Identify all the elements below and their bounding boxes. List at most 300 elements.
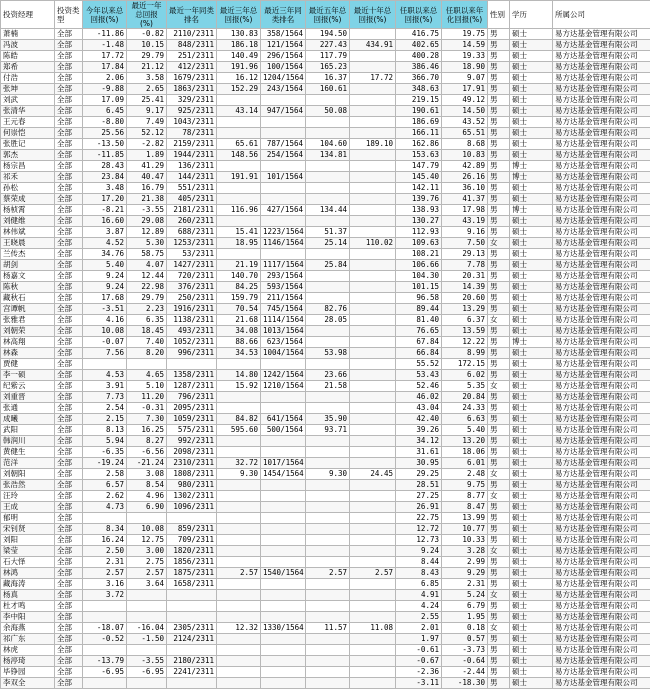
- table-cell[interactable]: 165.23: [306, 62, 350, 73]
- table-row[interactable]: [1, 29, 650, 40]
- table-cell[interactable]: 551/2311: [167, 183, 217, 194]
- table-cell[interactable]: 55.52: [396, 359, 442, 370]
- table-cell[interactable]: 10.33: [442, 535, 488, 546]
- table-cell[interactable]: 易方达基金管理有限公司: [553, 656, 650, 667]
- table-cell[interactable]: 全部: [55, 62, 83, 73]
- table-cell[interactable]: 153.63: [396, 150, 442, 161]
- table-cell[interactable]: 杜才鸣: [1, 601, 55, 612]
- table-cell[interactable]: [261, 117, 306, 128]
- table-cell[interactable]: 106.66: [396, 260, 442, 271]
- table-cell[interactable]: 24.45: [350, 469, 396, 480]
- table-cell[interactable]: 219.15: [396, 95, 442, 106]
- table-cell[interactable]: 6.35: [127, 315, 167, 326]
- table-cell[interactable]: 26.91: [396, 502, 442, 513]
- table-cell[interactable]: 全部: [55, 183, 83, 194]
- table-cell[interactable]: 易方达基金管理有限公司: [553, 667, 650, 678]
- table-cell[interactable]: [350, 128, 396, 139]
- table-cell[interactable]: 硕士: [510, 557, 553, 568]
- table-cell[interactable]: 刘武: [1, 95, 55, 106]
- table-cell[interactable]: -11.85: [83, 150, 127, 161]
- column-header[interactable]: 学历: [510, 1, 553, 29]
- table-cell[interactable]: 16.25: [127, 425, 167, 436]
- table-cell[interactable]: [350, 205, 396, 216]
- table-cell[interactable]: 26.16: [442, 172, 488, 183]
- table-cell[interactable]: 男: [488, 392, 510, 403]
- table-cell[interactable]: 易方达基金管理有限公司: [553, 249, 650, 260]
- table-cell[interactable]: 14.59: [442, 40, 488, 51]
- table-cell[interactable]: 全部: [55, 216, 83, 227]
- table-row[interactable]: [1, 590, 650, 601]
- table-cell[interactable]: 2.01: [396, 623, 442, 634]
- table-cell[interactable]: [306, 667, 350, 678]
- column-header[interactable]: 任职以来总回报(%): [396, 1, 442, 29]
- table-cell[interactable]: 2241/2311: [167, 667, 217, 678]
- table-cell[interactable]: [83, 678, 127, 689]
- table-cell[interactable]: 林虎: [1, 645, 55, 656]
- table-cell[interactable]: 2.31: [442, 579, 488, 590]
- table-cell[interactable]: [261, 667, 306, 678]
- table-cell[interactable]: 9.24: [83, 271, 127, 282]
- table-cell[interactable]: 36.10: [442, 183, 488, 194]
- table-cell[interactable]: 韩润川: [1, 436, 55, 447]
- table-cell[interactable]: [350, 260, 396, 271]
- table-cell[interactable]: 7.73: [83, 392, 127, 403]
- table-cell[interactable]: 6.63: [442, 414, 488, 425]
- table-cell[interactable]: 18.90: [442, 62, 488, 73]
- table-cell[interactable]: 全部: [55, 293, 83, 304]
- table-cell[interactable]: 2095/2311: [167, 403, 217, 414]
- table-cell[interactable]: 男: [488, 568, 510, 579]
- table-cell[interactable]: 17.72: [350, 73, 396, 84]
- table-cell[interactable]: [350, 348, 396, 359]
- table-cell[interactable]: 男: [488, 645, 510, 656]
- table-cell[interactable]: [350, 667, 396, 678]
- table-row[interactable]: [1, 612, 650, 623]
- table-cell[interactable]: 女: [488, 238, 510, 249]
- table-cell[interactable]: 全部: [55, 414, 83, 425]
- table-cell[interactable]: 男: [488, 51, 510, 62]
- table-cell[interactable]: 53.43: [396, 370, 442, 381]
- table-cell[interactable]: [350, 183, 396, 194]
- table-cell[interactable]: 王晓晨: [1, 238, 55, 249]
- column-header[interactable]: 最近三年总回报(%): [217, 1, 261, 29]
- table-cell[interactable]: 2181/2311: [167, 205, 217, 216]
- table-cell[interactable]: -6.56: [127, 447, 167, 458]
- table-cell[interactable]: 12.89: [127, 227, 167, 238]
- table-cell[interactable]: 162.86: [396, 139, 442, 150]
- table-row[interactable]: [1, 491, 650, 502]
- table-cell[interactable]: 易方达基金管理有限公司: [553, 557, 650, 568]
- table-cell[interactable]: 全部: [55, 282, 83, 293]
- table-cell[interactable]: [127, 513, 167, 524]
- table-cell[interactable]: 108.21: [396, 249, 442, 260]
- table-cell[interactable]: 1013/1564: [261, 326, 306, 337]
- table-cell[interactable]: [350, 480, 396, 491]
- table-cell[interactable]: 3.08: [127, 469, 167, 480]
- table-cell[interactable]: [306, 656, 350, 667]
- table-cell[interactable]: 硕士: [510, 513, 553, 524]
- table-cell[interactable]: [217, 480, 261, 491]
- table-cell[interactable]: [217, 436, 261, 447]
- table-cell[interactable]: 7.40: [127, 337, 167, 348]
- table-cell[interactable]: 蔡荣成: [1, 194, 55, 205]
- table-cell[interactable]: 117.79: [306, 51, 350, 62]
- table-cell[interactable]: 全部: [55, 205, 83, 216]
- table-cell[interactable]: 67.84: [396, 337, 442, 348]
- table-cell[interactable]: 3.48: [83, 183, 127, 194]
- table-cell[interactable]: 40.47: [127, 172, 167, 183]
- table-row[interactable]: [1, 513, 650, 524]
- table-cell[interactable]: [350, 304, 396, 315]
- table-cell[interactable]: [217, 546, 261, 557]
- table-cell[interactable]: 84.82: [217, 414, 261, 425]
- table-row[interactable]: [1, 348, 650, 359]
- table-cell[interactable]: 8.99: [442, 348, 488, 359]
- table-row[interactable]: [1, 436, 650, 447]
- table-cell[interactable]: 全部: [55, 95, 83, 106]
- table-cell[interactable]: [217, 128, 261, 139]
- table-cell[interactable]: 9.30: [217, 469, 261, 480]
- table-cell[interactable]: [350, 579, 396, 590]
- table-cell[interactable]: [350, 601, 396, 612]
- table-cell[interactable]: 2.54: [83, 403, 127, 414]
- table-cell[interactable]: 2.57: [83, 568, 127, 579]
- table-row[interactable]: [1, 601, 650, 612]
- table-cell[interactable]: 96.58: [396, 293, 442, 304]
- table-cell[interactable]: -18.30: [442, 678, 488, 689]
- table-cell[interactable]: 688/2311: [167, 227, 217, 238]
- table-cell[interactable]: 男: [488, 271, 510, 282]
- table-cell[interactable]: 男: [488, 282, 510, 293]
- table-cell[interactable]: 593/1564: [261, 282, 306, 293]
- table-cell[interactable]: [306, 436, 350, 447]
- table-cell[interactable]: 25.84: [306, 260, 350, 271]
- table-cell[interactable]: 全部: [55, 667, 83, 678]
- table-cell[interactable]: 男: [488, 557, 510, 568]
- table-cell[interactable]: 男: [488, 293, 510, 304]
- table-cell[interactable]: 358/1564: [261, 29, 306, 40]
- table-cell[interactable]: 男: [488, 414, 510, 425]
- table-row[interactable]: [1, 161, 650, 172]
- table-cell[interactable]: 硕士: [510, 150, 553, 161]
- table-cell[interactable]: 251/2311: [167, 51, 217, 62]
- table-cell[interactable]: 硕士: [510, 40, 553, 51]
- table-cell[interactable]: 易方达基金管理有限公司: [553, 304, 650, 315]
- table-cell[interactable]: 16.12: [217, 73, 261, 84]
- table-cell[interactable]: 全部: [55, 678, 83, 689]
- table-cell[interactable]: 1043/2311: [167, 117, 217, 128]
- table-cell[interactable]: [350, 458, 396, 469]
- table-cell[interactable]: 5.35: [442, 381, 488, 392]
- table-cell[interactable]: [306, 678, 350, 689]
- table-cell[interactable]: 412/2311: [167, 62, 217, 73]
- table-cell[interactable]: 兰传杰: [1, 249, 55, 260]
- table-cell[interactable]: 641/1564: [261, 414, 306, 425]
- table-cell[interactable]: 22.98: [127, 282, 167, 293]
- table-cell[interactable]: 全部: [55, 348, 83, 359]
- table-cell[interactable]: 21.68: [217, 315, 261, 326]
- table-cell[interactable]: [217, 183, 261, 194]
- table-cell[interactable]: 34.12: [396, 436, 442, 447]
- table-cell[interactable]: -0.82: [127, 29, 167, 40]
- table-cell[interactable]: 易方达基金管理有限公司: [553, 502, 650, 513]
- table-cell[interactable]: 416.75: [396, 29, 442, 40]
- table-cell[interactable]: 1138/2311: [167, 315, 217, 326]
- table-cell[interactable]: 4.96: [127, 491, 167, 502]
- table-cell[interactable]: 42.89: [442, 161, 488, 172]
- table-cell[interactable]: 254/1564: [261, 150, 306, 161]
- table-cell[interactable]: 12.32: [217, 623, 261, 634]
- table-cell[interactable]: 冯波: [1, 40, 55, 51]
- table-cell[interactable]: 范洋: [1, 458, 55, 469]
- table-cell[interactable]: 41.37: [442, 194, 488, 205]
- table-cell[interactable]: 109.63: [396, 238, 442, 249]
- table-cell[interactable]: [217, 447, 261, 458]
- table-cell[interactable]: 78/2311: [167, 128, 217, 139]
- table-cell[interactable]: [350, 282, 396, 293]
- table-cell[interactable]: [261, 535, 306, 546]
- table-cell[interactable]: 男: [488, 106, 510, 117]
- table-cell[interactable]: 易方达基金管理有限公司: [553, 678, 650, 689]
- table-cell[interactable]: -2.82: [127, 139, 167, 150]
- table-cell[interactable]: 140.49: [217, 51, 261, 62]
- table-cell[interactable]: 130.83: [217, 29, 261, 40]
- table-cell[interactable]: 男: [488, 579, 510, 590]
- table-row[interactable]: [1, 557, 650, 568]
- table-cell[interactable]: [306, 403, 350, 414]
- table-cell[interactable]: 硕士: [510, 73, 553, 84]
- table-cell[interactable]: 112.93: [396, 227, 442, 238]
- table-cell[interactable]: [350, 216, 396, 227]
- table-cell[interactable]: [217, 590, 261, 601]
- table-cell[interactable]: -9.88: [83, 84, 127, 95]
- table-cell[interactable]: 全部: [55, 447, 83, 458]
- table-cell[interactable]: [261, 491, 306, 502]
- table-cell[interactable]: [350, 502, 396, 513]
- table-cell[interactable]: 全部: [55, 117, 83, 128]
- table-cell[interactable]: 张清华: [1, 106, 55, 117]
- table-cell[interactable]: 9.16: [442, 227, 488, 238]
- table-cell[interactable]: 硕士: [510, 381, 553, 392]
- table-row[interactable]: [1, 623, 650, 634]
- table-cell[interactable]: 易方达基金管理有限公司: [553, 227, 650, 238]
- table-cell[interactable]: [350, 425, 396, 436]
- table-cell[interactable]: 男: [488, 513, 510, 524]
- table-row[interactable]: [1, 205, 650, 216]
- table-cell[interactable]: 2.06: [83, 73, 127, 84]
- table-cell[interactable]: 男: [488, 139, 510, 150]
- table-cell[interactable]: 全部: [55, 271, 83, 282]
- table-cell[interactable]: 189.10: [350, 139, 396, 150]
- table-cell[interactable]: 男: [488, 326, 510, 337]
- table-cell[interactable]: [306, 557, 350, 568]
- column-header[interactable]: 任职以来年化回报(%): [442, 1, 488, 29]
- table-cell[interactable]: [306, 392, 350, 403]
- table-cell[interactable]: 胡剑: [1, 260, 55, 271]
- table-cell[interactable]: 1146/1564: [261, 238, 306, 249]
- table-cell[interactable]: 243/1564: [261, 84, 306, 95]
- table-row[interactable]: [1, 238, 650, 249]
- table-cell[interactable]: 43.04: [396, 403, 442, 414]
- table-cell[interactable]: 李中阳: [1, 612, 55, 623]
- table-cell[interactable]: 男: [488, 348, 510, 359]
- table-cell[interactable]: 2180/2311: [167, 656, 217, 667]
- table-row[interactable]: [1, 656, 650, 667]
- table-cell[interactable]: 男: [488, 260, 510, 271]
- table-cell[interactable]: [261, 546, 306, 557]
- table-cell[interactable]: 8.47: [442, 502, 488, 513]
- table-cell[interactable]: 35.90: [306, 414, 350, 425]
- table-cell[interactable]: -16.04: [127, 623, 167, 634]
- table-cell[interactable]: 13.29: [442, 304, 488, 315]
- table-cell[interactable]: 2124/2311: [167, 634, 217, 645]
- table-cell[interactable]: 23.84: [83, 172, 127, 183]
- table-cell[interactable]: 9.75: [442, 480, 488, 491]
- table-cell[interactable]: 易方达基金管理有限公司: [553, 403, 650, 414]
- table-cell[interactable]: [350, 656, 396, 667]
- column-header[interactable]: 最近五年总回报(%): [306, 1, 350, 29]
- table-cell[interactable]: [217, 392, 261, 403]
- table-cell[interactable]: 易方达基金管理有限公司: [553, 612, 650, 623]
- table-row[interactable]: [1, 183, 650, 194]
- table-cell[interactable]: 88.66: [217, 337, 261, 348]
- table-cell[interactable]: 7.56: [83, 348, 127, 359]
- table-cell[interactable]: 男: [488, 656, 510, 667]
- table-cell[interactable]: 全部: [55, 161, 83, 172]
- table-cell[interactable]: 427/1564: [261, 205, 306, 216]
- table-cell[interactable]: 2.57: [306, 568, 350, 579]
- table-cell[interactable]: 男: [488, 447, 510, 458]
- table-row[interactable]: [1, 73, 650, 84]
- table-cell[interactable]: 男: [488, 62, 510, 73]
- table-cell[interactable]: 易方达基金管理有限公司: [553, 205, 650, 216]
- table-cell[interactable]: 李双全: [1, 678, 55, 689]
- table-cell[interactable]: 易方达基金管理有限公司: [553, 194, 650, 205]
- table-cell[interactable]: 17.72: [83, 51, 127, 62]
- table-cell[interactable]: 19.75: [442, 29, 488, 40]
- table-cell[interactable]: [217, 513, 261, 524]
- table-cell[interactable]: -0.67: [396, 656, 442, 667]
- table-row[interactable]: [1, 469, 650, 480]
- table-cell[interactable]: 硕士: [510, 612, 553, 623]
- table-cell[interactable]: 易方达基金管理有限公司: [553, 150, 650, 161]
- table-cell[interactable]: 张雅君: [1, 315, 55, 326]
- table-cell[interactable]: 易方达基金管理有限公司: [553, 29, 650, 40]
- table-cell[interactable]: 9.17: [127, 106, 167, 117]
- table-cell[interactable]: 53.98: [306, 348, 350, 359]
- table-cell[interactable]: 全部: [55, 194, 83, 205]
- table-cell[interactable]: 29.08: [127, 216, 167, 227]
- table-cell[interactable]: 1004/1564: [261, 348, 306, 359]
- table-cell[interactable]: [217, 95, 261, 106]
- table-cell[interactable]: 145.40: [396, 172, 442, 183]
- table-cell[interactable]: 11.20: [127, 392, 167, 403]
- table-cell[interactable]: 易方达基金管理有限公司: [553, 535, 650, 546]
- table-cell[interactable]: 20.60: [442, 293, 488, 304]
- table-cell[interactable]: 易方达基金管理有限公司: [553, 381, 650, 392]
- table-cell[interactable]: [306, 612, 350, 623]
- table-cell[interactable]: 全部: [55, 513, 83, 524]
- table-cell[interactable]: 硕士: [510, 425, 553, 436]
- column-header[interactable]: 最近一年总回报(%): [127, 1, 167, 29]
- table-cell[interactable]: [350, 557, 396, 568]
- table-cell[interactable]: [217, 491, 261, 502]
- table-cell[interactable]: 硕士: [510, 216, 553, 227]
- table-cell[interactable]: 全部: [55, 392, 83, 403]
- table-cell[interactable]: 18.45: [127, 326, 167, 337]
- table-cell[interactable]: 21.38: [127, 194, 167, 205]
- table-cell[interactable]: 2.15: [83, 414, 127, 425]
- table-cell[interactable]: 16.60: [83, 216, 127, 227]
- table-cell[interactable]: 易方达基金管理有限公司: [553, 634, 650, 645]
- table-cell[interactable]: [261, 249, 306, 260]
- table-cell[interactable]: 易方达基金管理有限公司: [553, 260, 650, 271]
- table-cell[interactable]: [350, 150, 396, 161]
- table-cell[interactable]: 全部: [55, 370, 83, 381]
- table-cell[interactable]: 2.57: [350, 568, 396, 579]
- table-cell[interactable]: 376/2311: [167, 282, 217, 293]
- table-row[interactable]: [1, 579, 650, 590]
- table-cell[interactable]: 易方达基金管理有限公司: [553, 84, 650, 95]
- table-cell[interactable]: 1302/2311: [167, 491, 217, 502]
- table-cell[interactable]: 70.54: [217, 304, 261, 315]
- table-cell[interactable]: [350, 227, 396, 238]
- table-cell[interactable]: [306, 502, 350, 513]
- table-cell[interactable]: 李一硕: [1, 370, 55, 381]
- table-cell[interactable]: 余海燕: [1, 623, 55, 634]
- table-cell[interactable]: 7.78: [442, 260, 488, 271]
- table-cell[interactable]: -19.24: [83, 458, 127, 469]
- table-cell[interactable]: 郑希: [1, 62, 55, 73]
- table-cell[interactable]: 男: [488, 502, 510, 513]
- table-cell[interactable]: 张胜记: [1, 139, 55, 150]
- table-cell[interactable]: 8.77: [442, 491, 488, 502]
- table-cell[interactable]: 易方达基金管理有限公司: [553, 293, 650, 304]
- table-cell[interactable]: [306, 293, 350, 304]
- table-cell[interactable]: 硕士: [510, 480, 553, 491]
- table-cell[interactable]: [306, 117, 350, 128]
- table-cell[interactable]: [261, 513, 306, 524]
- table-cell[interactable]: 2.31: [83, 557, 127, 568]
- table-cell[interactable]: 武阳: [1, 425, 55, 436]
- table-cell[interactable]: 男: [488, 458, 510, 469]
- table-cell[interactable]: [306, 282, 350, 293]
- table-cell[interactable]: [306, 480, 350, 491]
- table-cell[interactable]: 杨桢霄: [1, 205, 55, 216]
- table-cell[interactable]: 6.01: [442, 458, 488, 469]
- table-cell[interactable]: 20.84: [442, 392, 488, 403]
- table-cell[interactable]: 2.65: [127, 84, 167, 95]
- column-header[interactable]: 所属公司: [553, 1, 650, 29]
- table-cell[interactable]: 易方达基金管理有限公司: [553, 447, 650, 458]
- table-cell[interactable]: 434.91: [350, 40, 396, 51]
- table-cell[interactable]: 硕士: [510, 634, 553, 645]
- table-cell[interactable]: 郁明: [1, 513, 55, 524]
- table-row[interactable]: [1, 392, 650, 403]
- table-cell[interactable]: -11.86: [83, 29, 127, 40]
- table-cell[interactable]: 男: [488, 304, 510, 315]
- table-cell[interactable]: 3.00: [127, 546, 167, 557]
- table-cell[interactable]: [350, 117, 396, 128]
- table-cell[interactable]: 全部: [55, 590, 83, 601]
- table-cell[interactable]: 400.28: [396, 51, 442, 62]
- table-cell[interactable]: 林森: [1, 348, 55, 359]
- table-cell[interactable]: 博士: [510, 205, 553, 216]
- table-cell[interactable]: 42.40: [396, 414, 442, 425]
- table-cell[interactable]: 易方达基金管理有限公司: [553, 513, 650, 524]
- table-cell[interactable]: 1059/2311: [167, 414, 217, 425]
- table-cell[interactable]: 1.95: [442, 612, 488, 623]
